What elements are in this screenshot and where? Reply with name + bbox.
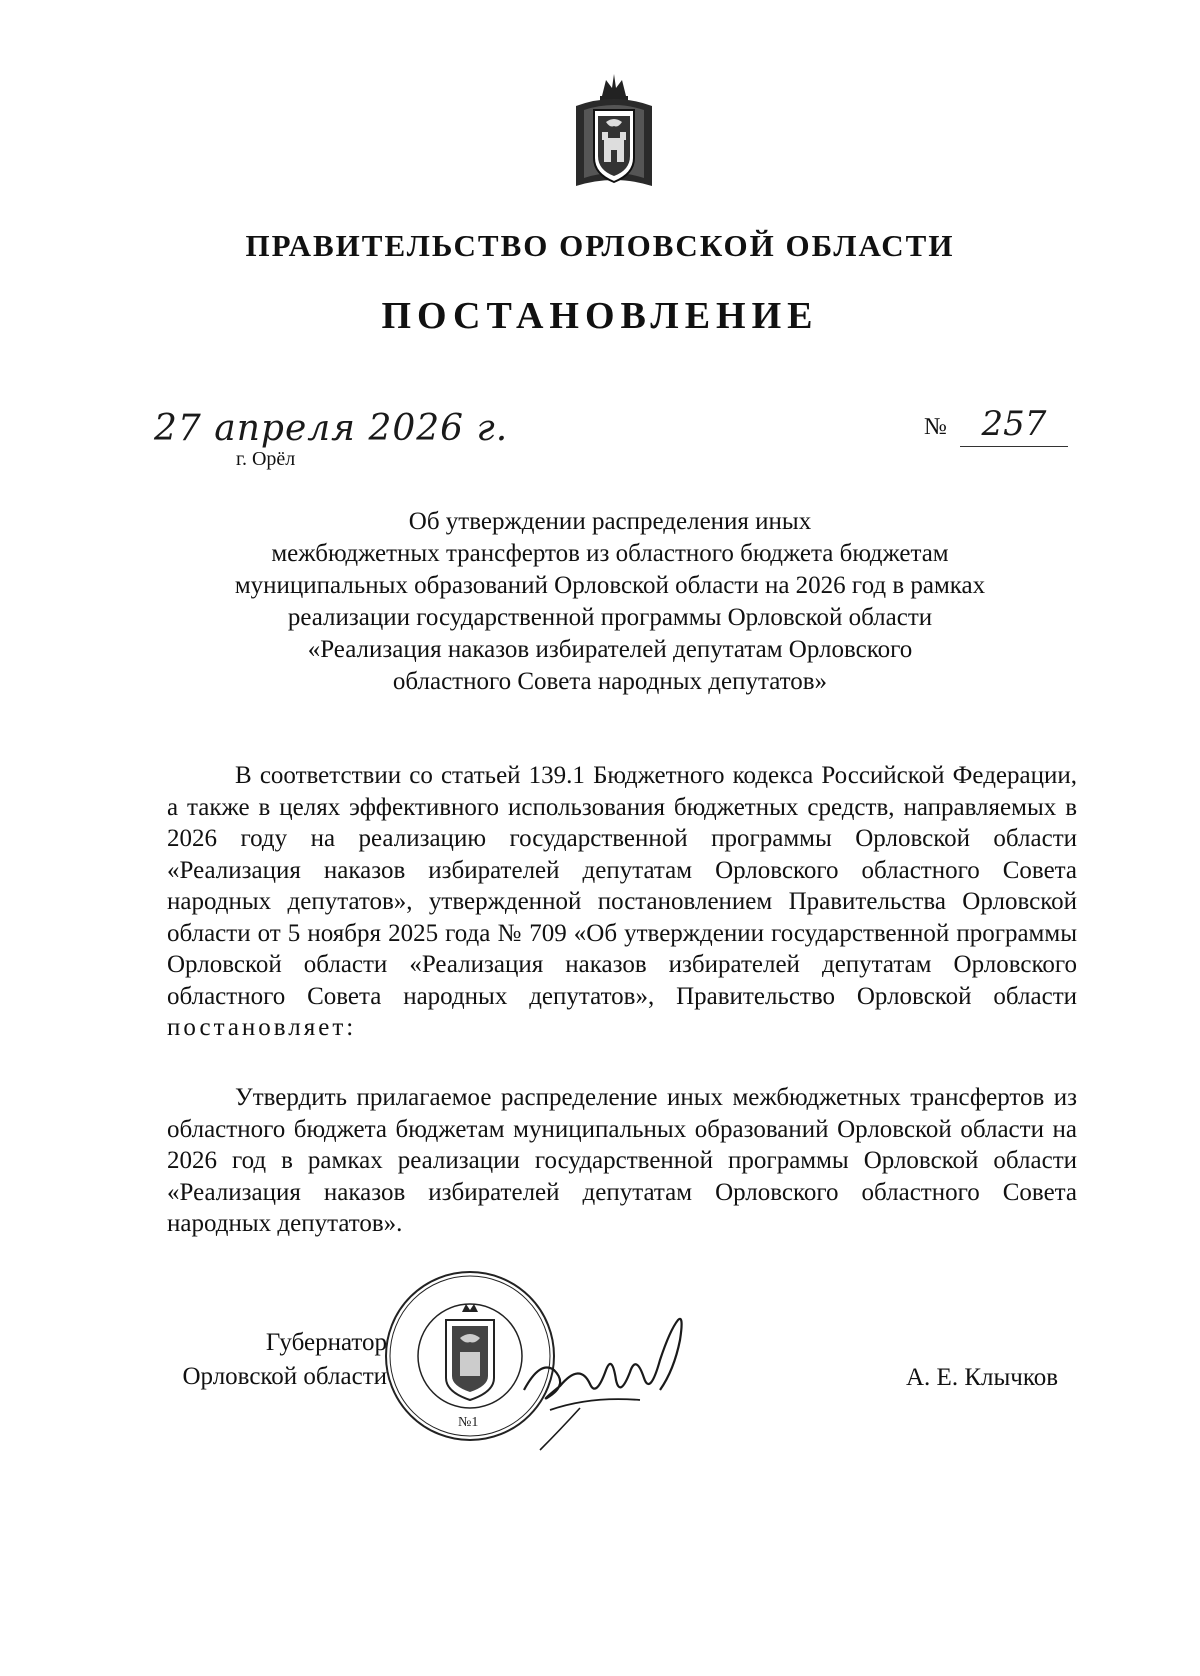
organization-title: ПРАВИТЕЛЬСТВО ОРЛОВСКОЙ ОБЛАСТИ — [245, 228, 955, 263]
number-label: № — [924, 414, 947, 440]
handwritten-signature-icon — [520, 1300, 690, 1460]
subject-line: межбюджетных трансфертов из областного бюджета бюджетам — [271, 540, 949, 567]
document-subject — [200, 506, 1020, 698]
subject-line: муниципальных образований Орловской области на 2026 год в рамках — [234, 572, 986, 599]
seal-number: №1 — [458, 1415, 479, 1430]
signatory-name: А. Е. Клычков — [906, 1364, 1059, 1391]
city-label: г. Орёл — [236, 448, 296, 470]
body-paragraph-1 — [167, 760, 1077, 1044]
coat-of-arms-icon — [566, 66, 662, 198]
signatory-title-line: Губернатор — [265, 1329, 387, 1356]
paragraph-1-text: В соответствии со статьей 139.1 Бюджетного кодекса Российской Федерации, а также в целях эффективного использования бюджетных средств, направляемых в 2026 году на реализацию государственной программы Орловской области «Реализация наказов избирателей депутатам Орловского областного Совета народных депутатов», утвержденной постановлением Правительства Орловской области от 5 ноября 2025 года № 709 «Об утверждении государственной программы Орловской области «Реализация наказов избирателей депутатам Орловского областного Совета народных депутатов», Правительство Орловской области — [167, 762, 1077, 1010]
subject-line: Об утверждении распределения иных — [408, 508, 812, 535]
handwritten-number: 257 — [960, 404, 1068, 447]
subject-line: областного Совета народных депутатов» — [392, 668, 828, 695]
signatory-title-line: Орловской области — [182, 1363, 387, 1390]
handwritten-date: 27 апреля 2026 г. — [154, 408, 509, 449]
resolves-keyword: постановляет: — [167, 1014, 357, 1041]
subject-line: «Реализация наказов избирателей депутатам Орловского — [307, 636, 913, 663]
body-paragraph-2: Утвердить прилагаемое распределение иных межбюджетных трансфертов из областного бюджета бюджетам муниципальных образований Орловской области на 2026 год в рамках реализации государственной программы Орловской области «Реализация наказов избирателей депутатам Орловского областного Совета народных депутатов». — [167, 1084, 1077, 1237]
signatory-title — [167, 1326, 387, 1394]
subject-line: реализации государственной программы Орловской области — [287, 604, 933, 631]
document-type: ПОСТАНОВЛЕНИЕ — [381, 295, 819, 337]
